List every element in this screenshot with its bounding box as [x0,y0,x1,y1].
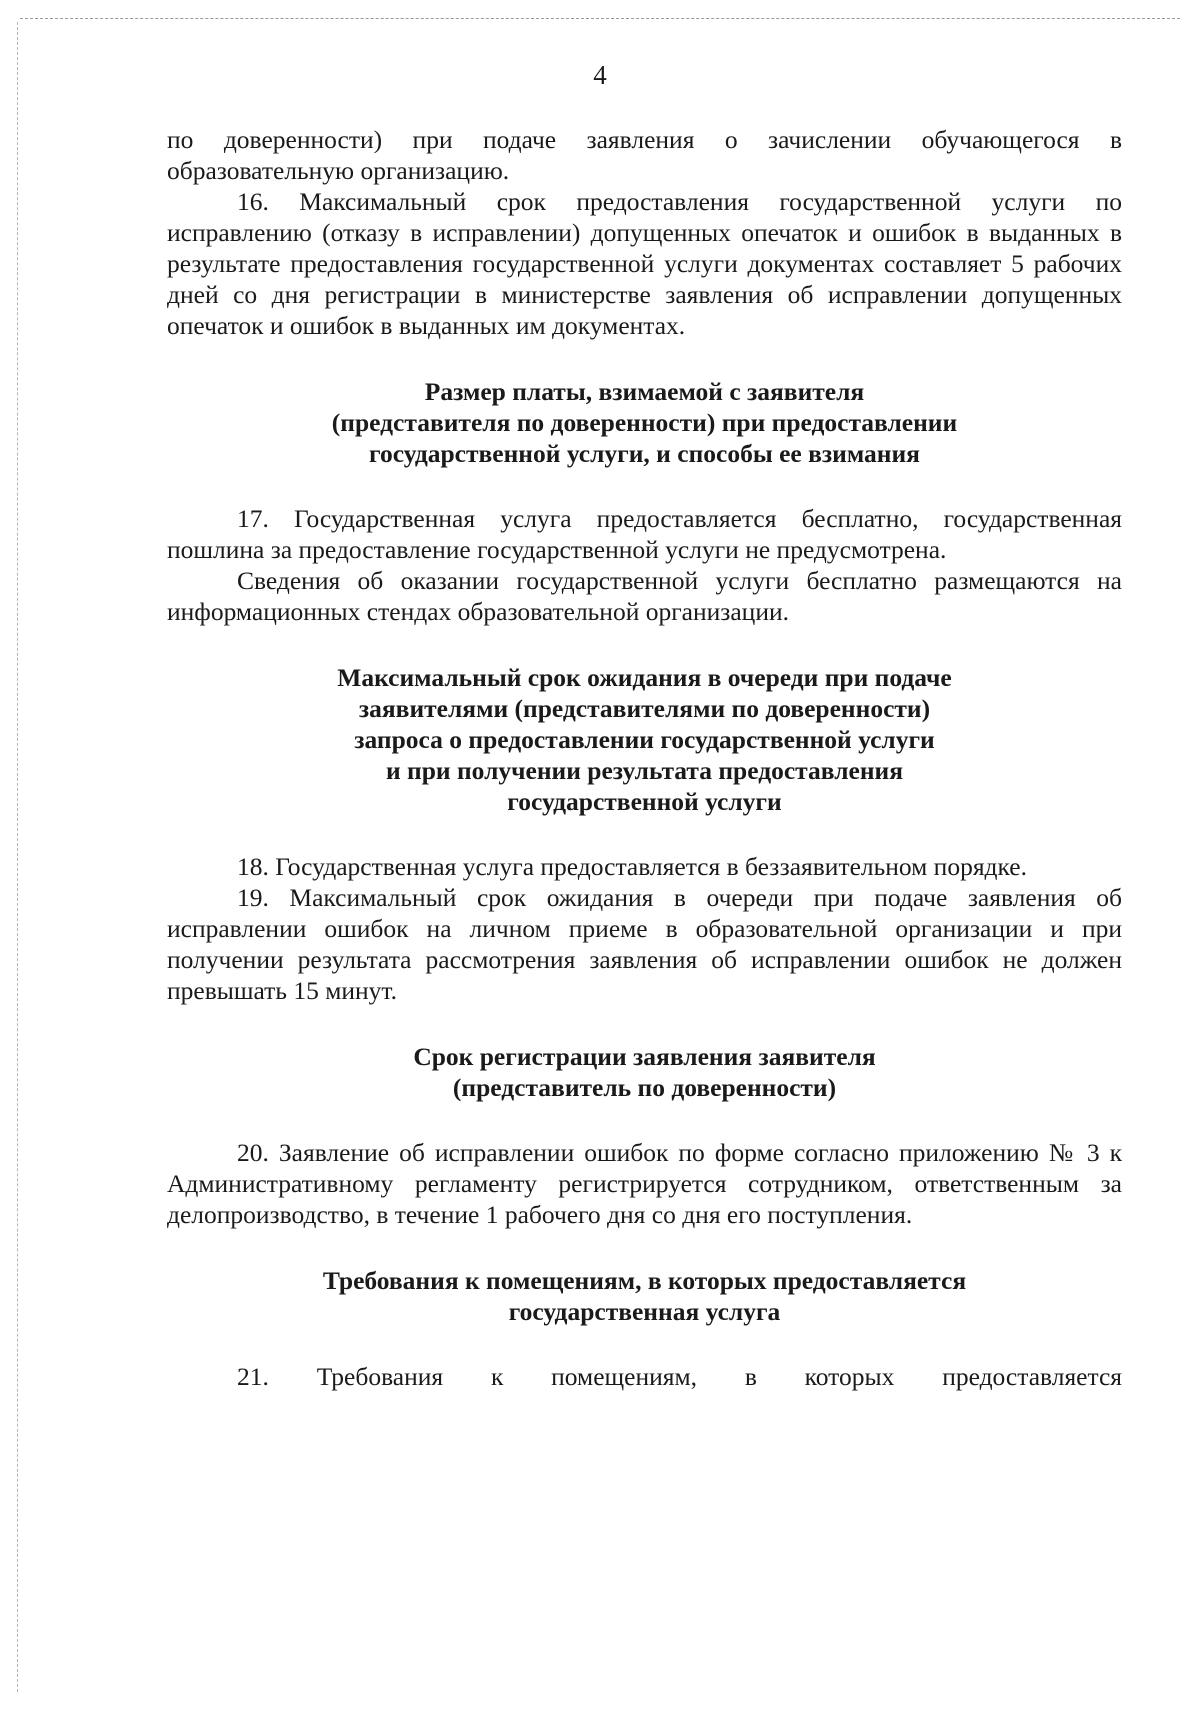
heading-registration [167,1041,1122,1103]
heading-line: государственная услуга [508,1297,781,1326]
heading-line: (представителя по доверенности) при предоставлении [331,408,958,437]
document-body [167,124,1122,1392]
paragraph-20: 20. Заявление об исправлении ошибок по форме согласно приложению № 3 к Административному регламенту регистрируется сотрудником, ответственным за делопроизводство, в течение 1 рабочего дня со дня его поступления. [167,1138,1122,1229]
heading-line: запроса о предоставлении государственной услуги [354,725,935,754]
heading-fee [167,376,1122,469]
scan-border-left [17,22,18,1692]
paragraph-18: 18. Государственная услуга предоставляется в беззаявительном порядке. [237,852,1027,881]
heading-line: (представитель по доверенности) [452,1073,837,1102]
paragraph-16: 16. Максимальный срок предоставления государственной услуги по исправлению (отказу в исправлении) допущенных опечаток и ошибок в выданных в результате предоставления государственной услуги документах составляет 5 рабочих дней со дня регистрации в министерстве заявления об исправлении допущенных опечаток и ошибок в выданных им документах. [167,187,1122,340]
paragraph-17: 17. Государственная услуга предоставляется бесплатно, государственная пошлина за предоставление государственной услуги не предусмотрена. [167,504,1122,564]
paragraph-17-info: Сведения об оказании государственной услуги бесплатно размещаются на информационных стендах образовательной организации. [167,566,1122,626]
heading-line: Максимальный срок ожидания в очереди при подаче [337,663,952,692]
heading-line: Срок регистрации заявления заявителя [413,1042,876,1071]
heading-line: заявителями (представителями по доверенности) [358,694,931,723]
heading-line: Размер платы, взимаемой с заявителя [424,377,865,406]
heading-line: Требования к помещениям, в которых предоставляется [322,1266,967,1295]
page-number: 4 [593,60,607,90]
heading-premises [167,1265,1122,1327]
scan-border-top [20,18,1180,19]
paragraph-21: 21. Требования к помещениям, в которых предоставляется [237,1362,1122,1391]
heading-queue-time [167,662,1122,817]
paragraph-19: 19. Максимальный срок ожидания в очереди при подаче заявления об исправлении ошибок на личном приеме в образовательной организации и при получении результата рассмотрения заявления об исправлении ошибок не должен превышать 15 минут. [167,883,1122,1005]
heading-line: и при получении результата предоставления [385,756,903,785]
heading-line: государственной услуги [507,787,782,816]
paragraph-continuation: по доверенности) при подаче заявления о зачислении обучающегося в образовательную организацию. [167,125,1122,185]
heading-line: государственной услуги, и способы ее взимания [369,439,920,468]
